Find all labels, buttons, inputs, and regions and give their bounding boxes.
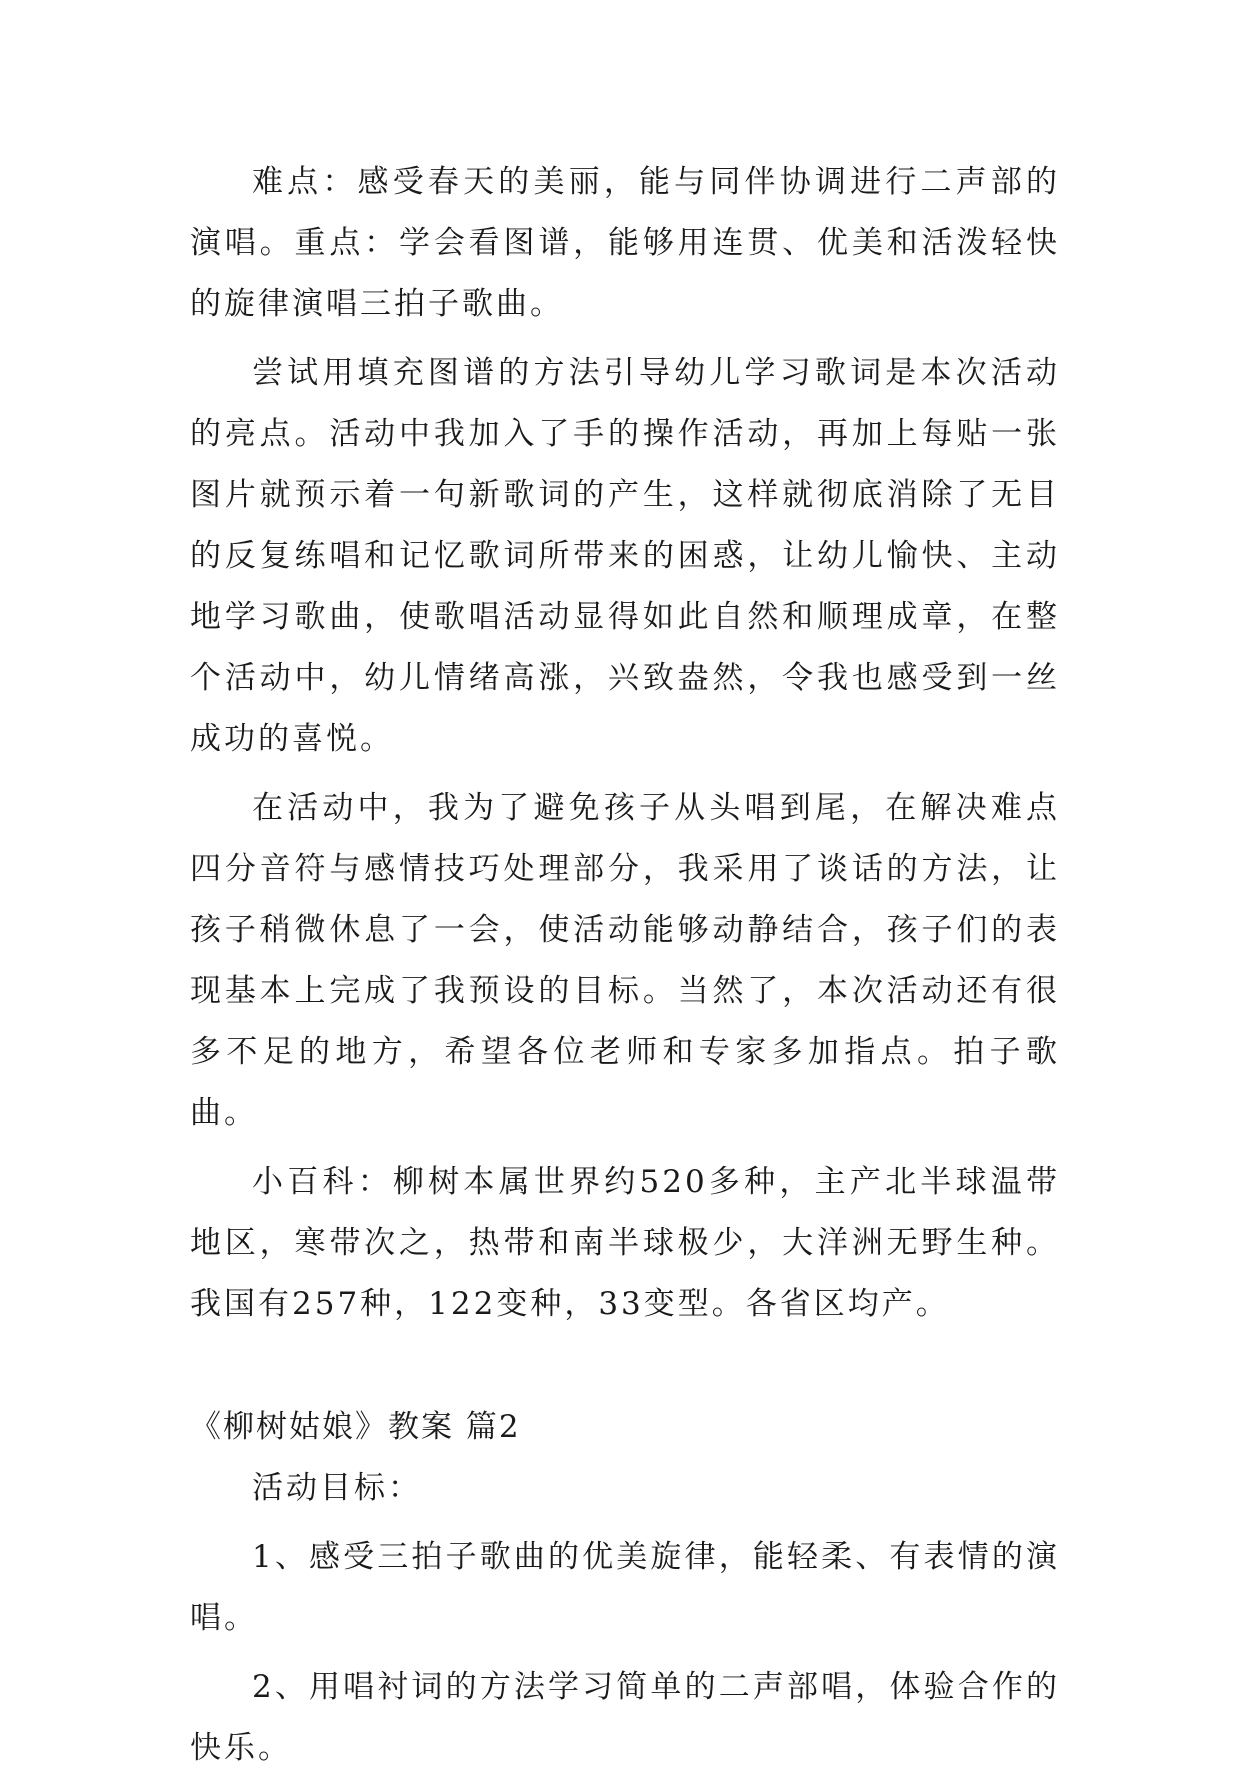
document-body — [190, 152, 1060, 1779]
section-title: 《柳树姑娘》教案 篇2 — [190, 1409, 521, 1445]
paragraph-difficulty-focus: 难点：感受春天的美丽，能与同伴协调进行二声部的演唱。重点：学会看图谱，能够用连贯、优美和活泼轻快的旋律演唱三拍子歌曲。 — [190, 164, 1060, 322]
paragraph-goal-2: 2、用唱衬词的方法学习简单的二声部唱，体验合作的快乐。 — [190, 1669, 1060, 1766]
paragraph-activity-goals-heading: 活动目标： — [252, 1470, 422, 1506]
paragraph-goal-1: 1、感受三拍子歌曲的优美旋律，能轻柔、有表情的演唱。 — [190, 1539, 1060, 1636]
paragraph-reflection: 在活动中，我为了避免孩子从头唱到尾，在解决难点四分音符与感情技巧处理部分，我采用了谈话的方法，让孩子稍微休息了一会，使活动能够动静结合，孩子们的表现基本上完成了我预设的目标。当然了，本次活动还有很多不足的地方，希望各位老师和专家多加指点。拍子歌曲。 — [190, 790, 1060, 1131]
paragraph-highlight: 尝试用填充图谱的方法引导幼儿学习歌词是本次活动的亮点。活动中我加入了手的操作活动，再加上每贴一张图片就预示着一句新歌词的产生，这样就彻底消除了无目的反复练唱和记忆歌词所带来的困惑，让幼儿愉快、主动地学习歌曲，使歌唱活动显得如此自然和顺理成章，在整个活动中，幼儿情绪高涨，兴致盎然，令我也感受到一丝成功的喜悦。 — [190, 355, 1060, 757]
paragraph-encyclopedia: 小百科：柳树本属世界约520多种，主产北半球温带地区，寒带次之，热带和南半球极少，大洋洲无野生种。我国有257种，122变种，33变型。各省区均产。 — [190, 1164, 1060, 1322]
